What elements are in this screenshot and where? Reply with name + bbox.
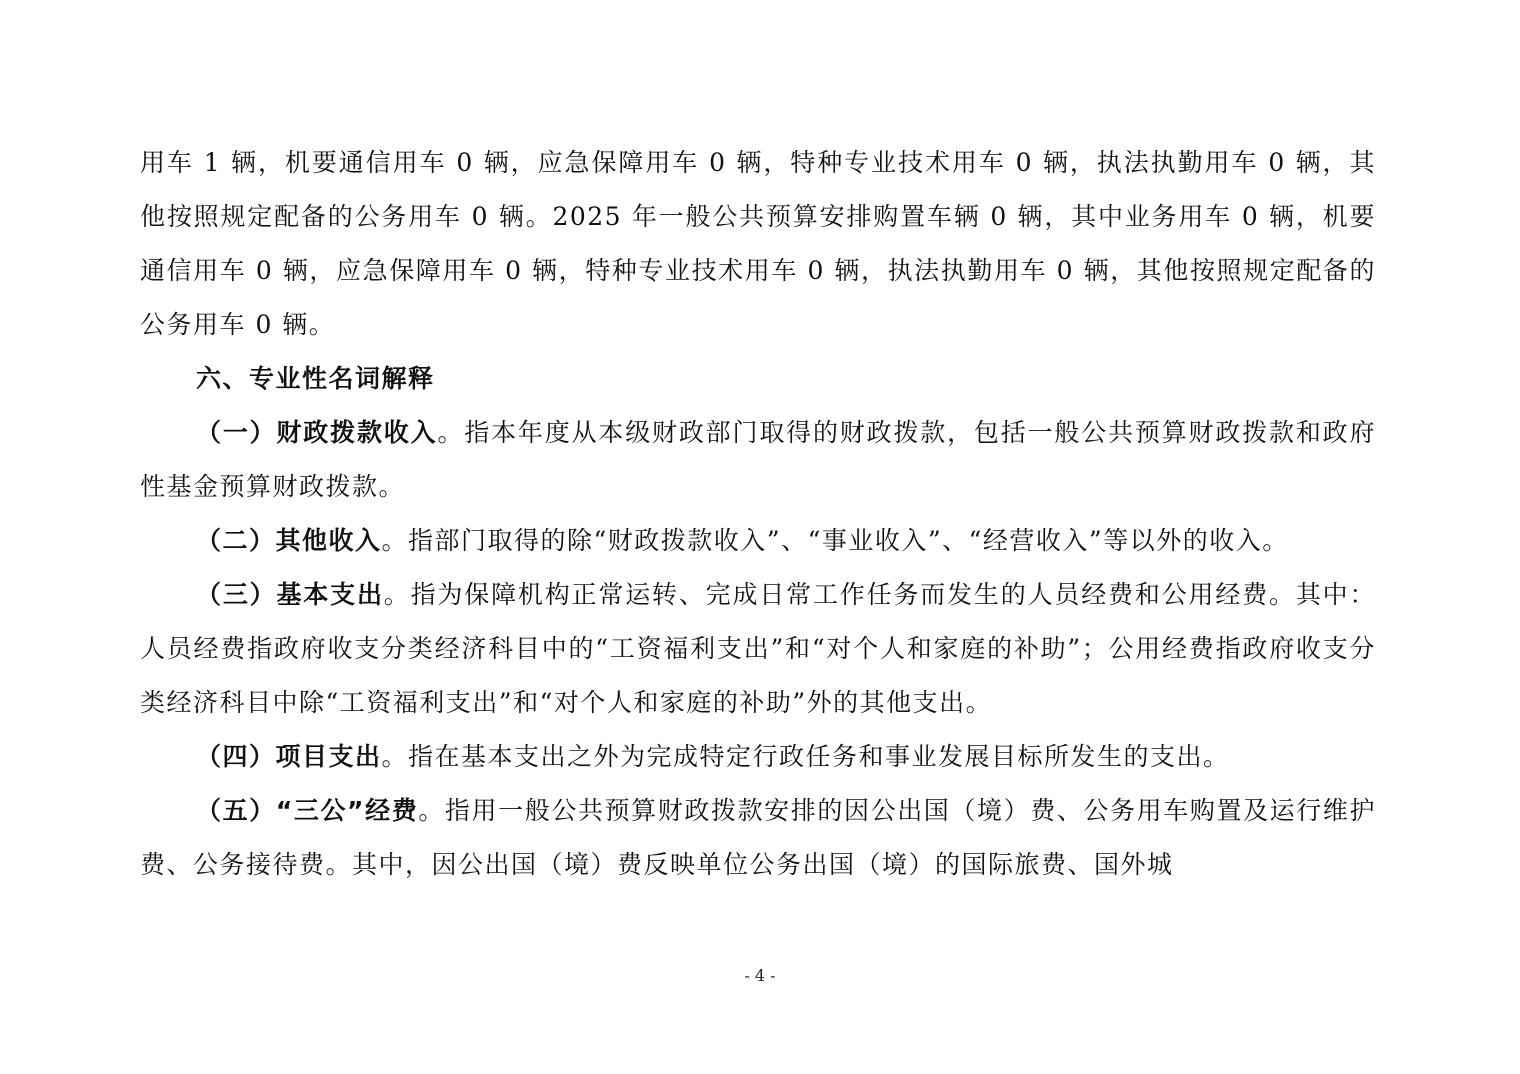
intro-paragraph: 用车 1 辆，机要通信用车 0 辆，应急保障用车 0 辆，特种专业技术用车 0 辆，执法执勤用车 0 辆，其他按照规定配备的公务用车 0 辆。2025 年一般公共预算安排购置车辆 0 辆，其中业务用车 0 辆，机要通信用车 0 辆，应急保障用车 0 辆，特种专业技术用车 0 辆，执法执勤用车 0 辆，其他按照规定配备的公务用车 0 辆。 bbox=[140, 148, 1376, 339]
definition-text: 。指部门取得的除“财政拨款收入”、“事业收入”、“经营收入”等以外的收入。 bbox=[381, 526, 1289, 555]
definition-term: （五）“三公”经费 bbox=[196, 796, 419, 825]
definition-term: （四）项目支出 bbox=[196, 742, 382, 771]
page-number: - 4 - bbox=[744, 966, 776, 985]
definition-term: （三）基本支出 bbox=[196, 580, 384, 609]
definition-term: （二）其他收入 bbox=[196, 526, 382, 555]
definition-text: 。指在基本支出之外为完成特定行政任务和事业发展目标所发生的支出。 bbox=[381, 742, 1230, 771]
definition-text: 。指本年度从本级财政部门取得的财政拨款，包括一般公共预算财政拨款和政府性基金预算财政拨款。 bbox=[140, 418, 1376, 501]
definition-term: （一）财政拨款收入 bbox=[196, 418, 438, 447]
definition-basic-expenditure bbox=[140, 568, 1376, 730]
document-page bbox=[140, 136, 1376, 892]
definition-project-expenditure bbox=[140, 730, 1376, 784]
definition-financial-appropriation-income bbox=[140, 406, 1376, 514]
definition-text: 。指用一般公共预算财政拨款安排的因公出国（境）费、公务用车购置及运行维护费、公务接待费。其中，因公出国（境）费反映单位公务出国（境）的国际旅费、国外城 bbox=[140, 796, 1376, 879]
definition-text: 。指为保障机构正常运转、完成日常工作任务而发生的人员经费和公用经费。其中：人员经费指政府收支分类经济科目中的“工资福利支出”和“对个人和家庭的补助”；公用经费指政府收支分类经济科目中除“工资福利支出”和“对个人和家庭的补助”外的其他支出。 bbox=[140, 580, 1376, 717]
section-heading: 六、专业性名词解释 bbox=[196, 364, 435, 393]
definition-three-public-funds bbox=[140, 784, 1376, 892]
definition-other-income bbox=[140, 514, 1376, 568]
